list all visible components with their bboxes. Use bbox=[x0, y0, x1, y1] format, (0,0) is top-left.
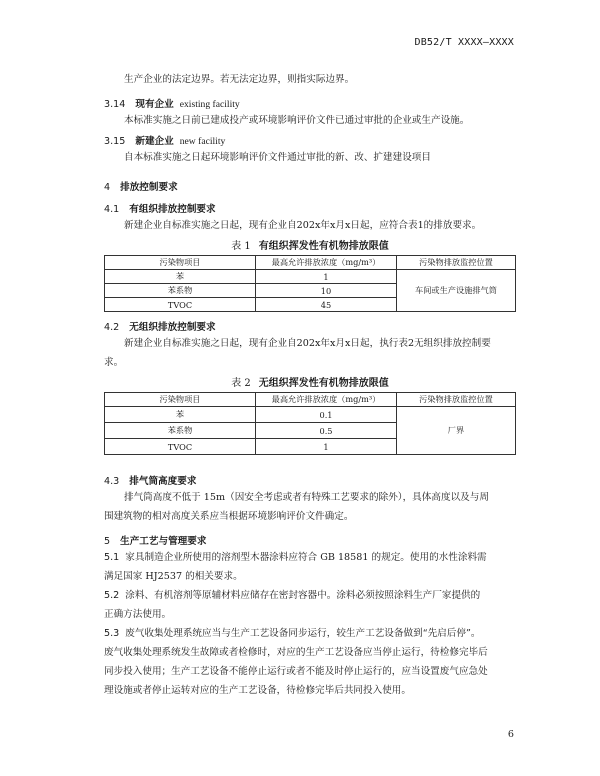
pollutant-cell: TVOC bbox=[105, 439, 256, 455]
section-text: 涂料、有机溶剂等原辅材料应储存在密封容器中。涂料必须按照涂料生产厂家提供的 bbox=[125, 590, 481, 601]
section-5-3-line2: 废气收集处理系统发生故障或者检修时，对应的生产工艺设备应当停止运行，待检修完毕后 bbox=[104, 647, 488, 658]
column-header: 最高允许排放浓度（mg/m³） bbox=[256, 256, 397, 270]
limit-cell: 45 bbox=[256, 298, 397, 312]
table-2 bbox=[104, 392, 516, 455]
table-1-caption bbox=[104, 240, 516, 254]
section-number: 4.3 bbox=[104, 476, 120, 487]
section-number: 5.3 bbox=[104, 628, 120, 639]
column-header: 污染物项目 bbox=[105, 393, 256, 407]
section-4-3-text-line1: 排气筒高度不低于 15m（因安全考虑或者有特殊工艺要求的除外），具体高度以及与周 bbox=[124, 492, 489, 503]
pollutant-cell: 苯 bbox=[105, 270, 256, 284]
limit-cell: 1 bbox=[256, 439, 397, 455]
section-4-2-text-line1: 新建企业自标准实施之日起，现有企业自202x年x月x日起，执行表2无组织排放控制要 bbox=[124, 338, 491, 349]
table-2-caption bbox=[104, 377, 516, 391]
section-number: 5.1 bbox=[104, 552, 120, 563]
section-5-2-line2: 正确方法使用。 bbox=[104, 609, 172, 620]
table-title: 有组织挥发性有机物排放限值 bbox=[258, 241, 389, 252]
section-number: 3.14 bbox=[104, 99, 126, 110]
column-header: 最高允许排放浓度（mg/m³） bbox=[256, 393, 397, 407]
pollutant-cell: 苯系物 bbox=[105, 423, 256, 439]
table-label: 表 1 bbox=[231, 241, 251, 252]
section-4-1-text: 新建企业自标准实施之日起，现有企业自202x年x月x日起，应符合表1的排放要求。 bbox=[124, 220, 482, 231]
section-3-14-text: 本标准实施之日前已建成投产或环境影响评价文件已通过审批的企业或生产设施。 bbox=[124, 115, 470, 126]
section-title: 现有企业 bbox=[135, 99, 174, 110]
column-header: 污染物排放监控位置 bbox=[397, 393, 516, 407]
table-label: 表 2 bbox=[231, 378, 251, 389]
section-text: 家具制造企业所使用的溶剂型木器涂料应符合 GB 18581 的规定。使用的水性涂料需 bbox=[125, 552, 487, 563]
table-title: 无组织挥发性有机物排放限值 bbox=[258, 378, 389, 389]
column-header: 污染物项目 bbox=[105, 256, 256, 270]
section-number: 5.2 bbox=[104, 590, 120, 601]
section-5-3-line1 bbox=[104, 624, 514, 643]
table-1 bbox=[104, 255, 516, 312]
section-5-2-line1 bbox=[104, 586, 514, 605]
section-4-heading bbox=[104, 180, 178, 196]
section-english-title: existing facility bbox=[179, 99, 240, 110]
section-title: 生产工艺与管理要求 bbox=[120, 536, 207, 547]
pollutant-cell: TVOC bbox=[105, 298, 256, 312]
table-header-row bbox=[105, 393, 516, 407]
section-5-1-line2: 满足国家 HJ2537 的相关要求。 bbox=[104, 571, 243, 582]
limit-cell: 0.1 bbox=[256, 407, 397, 423]
column-header: 污染物排放监控位置 bbox=[397, 256, 516, 270]
intro-line: 生产企业的法定边界。若无法定边界，则指实际边界。 bbox=[124, 74, 355, 85]
monitor-location-cell: 车间或生产设施排气筒 bbox=[397, 270, 516, 312]
section-5-3-line3: 同步投入使用；生产工艺设备不能停止运行或者不能及时停止运行的，应当设置废气应急处 bbox=[104, 666, 488, 677]
section-3-15-text: 自本标准实施之日起环境影响评价文件通过审批的新、改、扩建建设项目 bbox=[124, 152, 431, 163]
section-title: 排放控制要求 bbox=[120, 182, 178, 193]
section-number: 5 bbox=[104, 536, 111, 547]
section-text: 废气收集处理系统应当与生产工艺设备同步运行，较生产工艺设备做到“先启后停”。 bbox=[125, 628, 481, 639]
section-english-title: new facility bbox=[179, 136, 226, 147]
section-number: 4.1 bbox=[104, 204, 120, 215]
section-5-3-line4: 理设施或者停止运转对应的生产工艺设备，待检修完毕后共同投入使用。 bbox=[104, 685, 411, 696]
pollutant-cell: 苯 bbox=[105, 407, 256, 423]
pollutant-cell: 苯系物 bbox=[105, 284, 256, 298]
section-number: 4.2 bbox=[104, 322, 120, 333]
table-row bbox=[105, 270, 516, 284]
section-title: 无组织排放控制要求 bbox=[129, 322, 216, 333]
section-title: 新建企业 bbox=[135, 136, 174, 147]
section-4-3-text-line2: 围建筑物的相对高度关系应当根据环境影响评价文件确定。 bbox=[104, 511, 354, 522]
limit-cell: 0.5 bbox=[256, 423, 397, 439]
monitor-location-cell: 厂界 bbox=[397, 407, 516, 455]
page-number: 6 bbox=[507, 729, 514, 740]
section-number: 4 bbox=[104, 182, 111, 193]
section-title: 有组织排放控制要求 bbox=[129, 204, 216, 215]
section-4-2-text-line2: 求。 bbox=[104, 357, 124, 368]
limit-cell: 10 bbox=[256, 284, 397, 298]
limit-cell: 1 bbox=[256, 270, 397, 284]
table-header-row bbox=[105, 256, 516, 270]
section-title: 排气筒高度要求 bbox=[129, 476, 197, 487]
standard-code: DB52/T XXXX—XXXX bbox=[414, 37, 514, 48]
table-row bbox=[105, 407, 516, 423]
section-5-1-line1 bbox=[104, 548, 514, 567]
section-number: 3.15 bbox=[104, 136, 126, 147]
